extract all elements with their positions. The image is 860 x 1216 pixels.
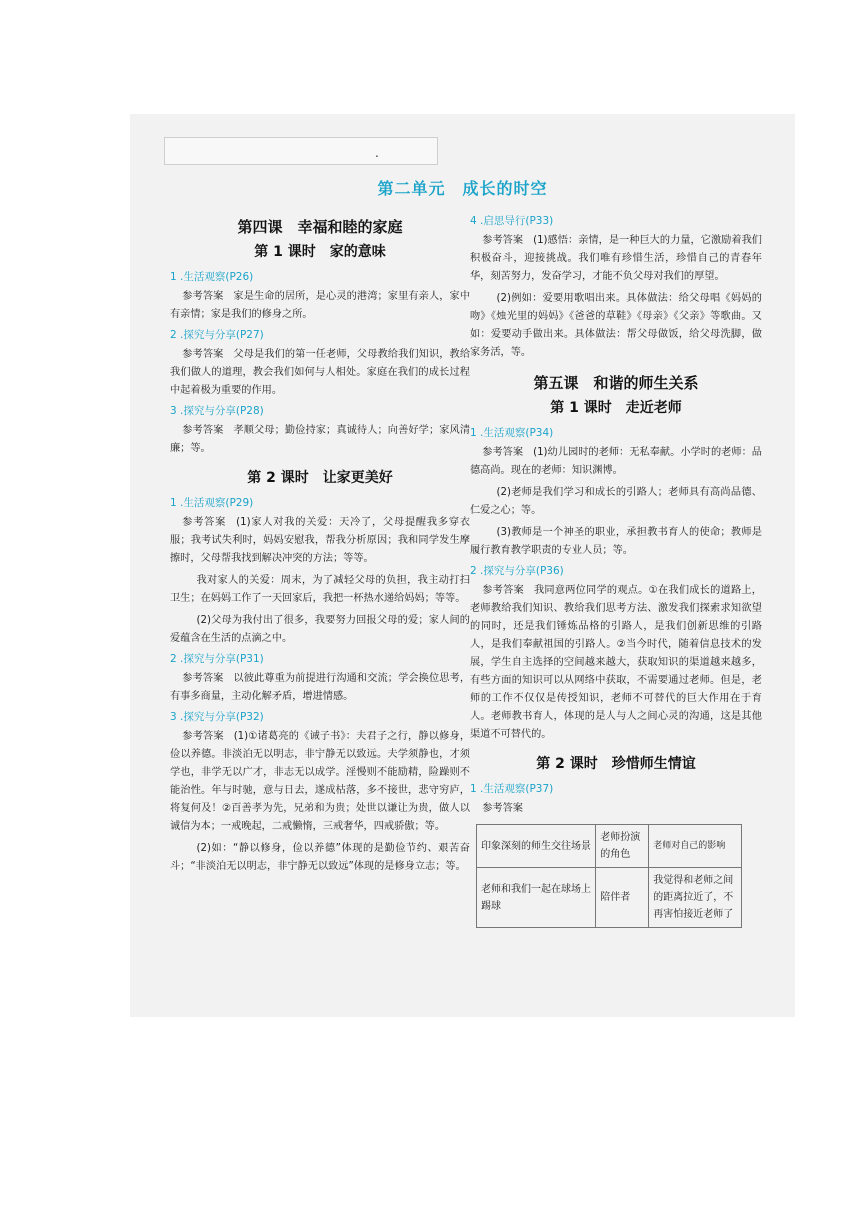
answer-text: (1)感悟：亲情，是一种巨大的力量，它激励着我们积极奋斗，迎接挑战。我们唯有珍惜生活，珍惜自己的青春年华，刻苦努力，发奋学习，才能不负父母对我们的厚望。 <box>470 235 762 282</box>
section-heading: 2 .探究与分享(P27) <box>170 329 264 341</box>
unit-title: 第二单元 成长的时空 <box>377 179 548 198</box>
lesson4-sub1: 第 1 课时 家的意味 <box>254 244 386 260</box>
table-cell: 陪伴者 <box>596 868 649 928</box>
answer-text: (1)幼儿园时的老师：无私奉献。小学时的老师：品德高尚。现在的老师：知识渊博。 <box>470 447 762 476</box>
answer-paragraph: (2)例如：爱要用歌唱出来。具体做法：给父母唱《妈妈的吻》《烛光里的妈妈》《爸爸的草鞋》《母亲》《父亲》等歌曲。又如：爱要动手做出来。具体做法：帮父母做饭，给父母洗脚，做家务活，等。 <box>470 293 762 358</box>
answer-paragraph <box>470 232 762 286</box>
answer-paragraph: (3)教师是一个神圣的职业，承担教书育人的使命；教师是履行教育教学职责的专业人员；等。 <box>470 527 762 556</box>
answer-paragraph <box>170 346 470 400</box>
answer-text: 我同意两位同学的观点。①在我们成长的道路上，老师教给我们知识、教给我们思考方法、激发我们探索求知欲望的同时，还是我们锤炼品格的引路人，是我们创新思维的引路人，是我们奉献祖国的引路人。②当今时代，随着信息技术的发展，学生自主选择的空间越来越大，获取知识的渠道越来越多，有些方面的知识可以从网络中获取，不需要通过老师。但是，老师的工作不仅仅是传授知识，老师不可替代的巨大作用在于育人。老师教书育人，体现的是人与人之间心灵的沟通，这是其他渠道不可替代的。 <box>470 585 762 740</box>
answer-paragraph <box>170 514 470 568</box>
answer-paragraph: (2)父母为我付出了很多，我要努力回报父母的爱；家人间的爱蕴含在生活的点滴之中。 <box>170 615 470 644</box>
left-column <box>170 212 470 880</box>
answer-text: (1)①诸葛亮的《诫子书》：夫君子之行，静以修身，俭以养德。非淡泊无以明志，非宁静无以致远。夫学须静也，才须学也，非学无以广才，非志无以成学。淫慢则不能励精，险躁则不能治性。年与时驰，意与日去，遂成枯落，多不接世，悲守穷庐，将复何及！②百善孝为先，兄弟和为贵；处世以谦让为贵，做人以诚信为本；一戒晚起，二戒懒惰，三戒奢华，四戒骄傲；等。 <box>170 731 471 832</box>
answer-label: 参考答案 <box>182 349 224 360</box>
answer-text: 以彼此尊重为前提进行沟通和交流；学会换位思考，有事多商量，主动化解矛盾，增进情感。 <box>170 673 471 702</box>
section-heading: 1 .生活观察(P37) <box>470 783 554 795</box>
teacher-student-table <box>476 824 742 928</box>
lesson5-sub1: 第 1 课时 走近老师 <box>550 400 682 416</box>
section-heading: 1 .生活观察(P26) <box>170 271 254 283</box>
table-cell: 老师和我们一起在球场上踢球 <box>477 868 596 928</box>
table-header-cell: 印象深刻的师生交往场景 <box>477 825 596 868</box>
answer-label: 参考答案 <box>182 673 224 684</box>
answer-label: 参考答案 <box>482 585 524 596</box>
answer-paragraph <box>470 444 762 480</box>
answer-paragraph: 我对家人的关爱：周末，为了减轻父母的负担，我主动打扫卫生；在妈妈工作了一天回家后，我把一杯热水递给妈妈；等等。 <box>170 575 470 604</box>
section-heading: 2 .探究与分享(P36) <box>470 565 564 577</box>
answer-paragraph: (2)老师是我们学习和成长的引路人；老师具有高尚品德、仁爱之心；等。 <box>470 487 762 516</box>
answer-paragraph <box>170 670 470 706</box>
section-heading: 3 .探究与分享(P32) <box>170 711 264 723</box>
table-header-row <box>477 825 742 868</box>
answer-label: 参考答案 <box>182 517 227 528</box>
table-row <box>477 868 742 928</box>
answer-text: (1)家人对我的关爱：天冷了，父母提醒我多穿衣服；我考试失利时，妈妈安慰我，帮我分析原因；我和同学发生摩擦时，父母帮我找到解决冲突的方法；等等。 <box>170 517 470 564</box>
answer-label: 参考答案 <box>482 447 524 458</box>
answer-label: 参考答案 <box>182 731 224 742</box>
answer-text: 家是生命的居所，是心灵的港湾；家里有亲人，家中有亲情；家是我们的修身之所。 <box>170 291 471 320</box>
header-dot: . <box>375 146 379 160</box>
right-column <box>470 212 762 928</box>
table-header-cell: 老师对自己的影响 <box>649 825 742 868</box>
table-cell: 我觉得和老师之间的距离拉近了，不再害怕接近老师了 <box>649 868 742 928</box>
answer-text: 孝顺父母；勤俭持家；真诚待人；向善好学；家风清廉；等。 <box>170 425 471 454</box>
section-heading: 1 .生活观察(P29) <box>170 497 254 509</box>
lesson5-title: 第五课 和谐的师生关系 <box>533 374 699 392</box>
answer-text: 父母是我们的第一任老师，父母教给我们知识，教给我们做人的道理，教会我们如何与人相处。家庭在我们的成长过程中起着极为重要的作用。 <box>170 349 471 396</box>
answer-paragraph <box>170 728 470 836</box>
section-heading: 2 .探究与分享(P31) <box>170 653 264 665</box>
section-heading: 1 .生活观察(P34) <box>470 427 554 439</box>
answer-label-line: 参考答案 <box>482 803 523 814</box>
answer-paragraph <box>170 288 470 324</box>
section-heading: 3 .探究与分享(P28) <box>170 405 264 417</box>
answer-label: 参考答案 <box>182 425 224 436</box>
section-heading: 4 .启思导行(P33) <box>470 215 554 227</box>
lesson4-sub2: 第 2 课时 让家更美好 <box>247 470 393 486</box>
lesson5-sub2: 第 2 课时 珍惜师生情谊 <box>536 756 696 772</box>
answer-label: 参考答案 <box>182 291 224 302</box>
document-page <box>130 114 795 1017</box>
table-header-cell: 老师扮演的角色 <box>596 825 649 868</box>
answer-paragraph <box>470 582 762 744</box>
lesson4-title: 第四课 幸福和睦的家庭 <box>237 218 403 236</box>
header-box <box>164 137 438 165</box>
answer-label: 参考答案 <box>482 235 524 246</box>
answer-paragraph <box>170 422 470 458</box>
answer-paragraph: (2)如：“静以修身，俭以养德”体现的是勤俭节约、艰苦奋斗；“非淡泊无以明志，非宁静无以致远”体现的是修身立志；等。 <box>170 843 470 872</box>
